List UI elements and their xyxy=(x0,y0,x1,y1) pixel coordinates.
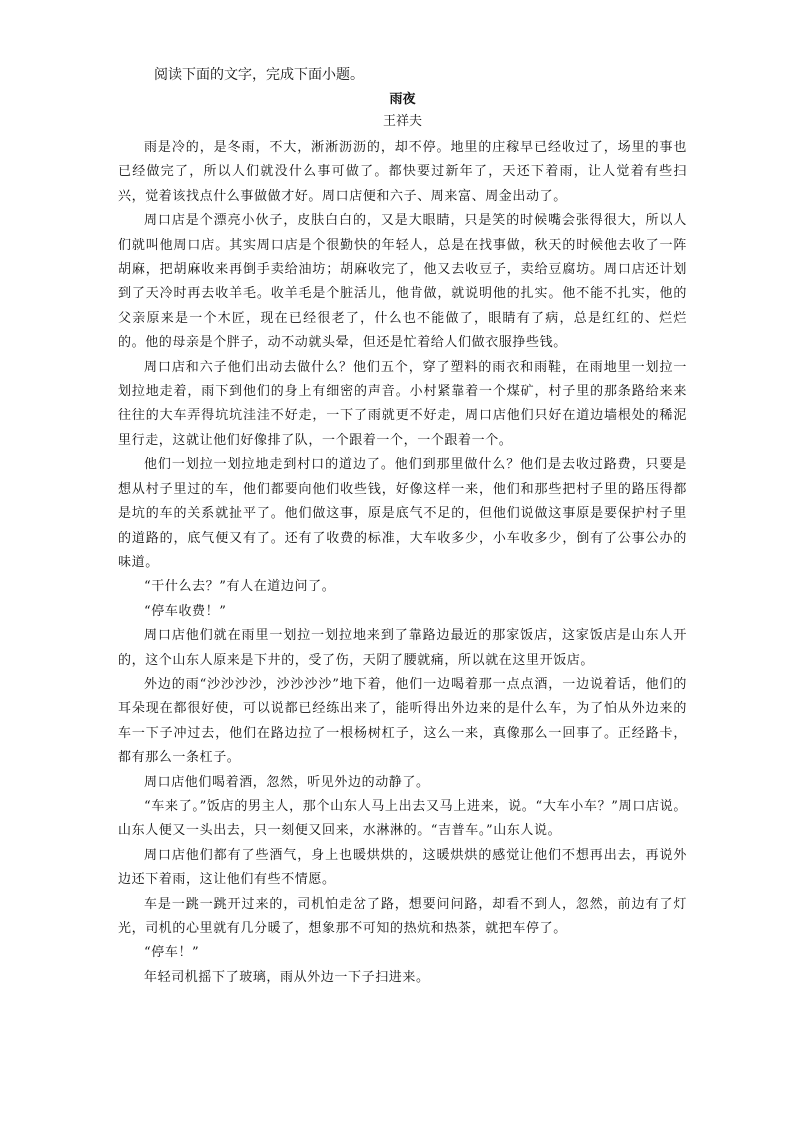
paragraph: “停车！” xyxy=(144,945,200,961)
paragraph: 周口店是个漂亮小伙子，皮肤白白的，又是大眼睛，只是笑的时候嘴会张得很大，所以人们就叫他周口店。其实周口店是个很勤快的年轻人，总是在找事做，秋天的时候他去收了一阵胡麻，把胡麻收来再倒手卖给油坊；胡麻收完了，他又去收豆子，卖给豆腐坊。周口店还计划到了天冷时再去收羊毛。收羊毛是个脏活儿，他肯做，就说明他的扎实。他不能不扎实，他的父亲原来是一个木匠，现在已经很老了，什么也不能做了，眼睛有了病，总是红红的、烂烂的。他的母亲是个胖子，动不动就头晕，但还是忙着给人们做衣服挣些钱。 xyxy=(118,213,687,351)
paragraph: 雨是冷的，是冬雨，不大，淅淅沥沥的，却不停。地里的庄稼早已经收过了，场里的事也已经做完了，所以人们就没什么事可做了。都快要过新年了，天还下着雨，让人觉着有些扫兴，觉着该找点什么事做做才好。周口店便和六子、周来富、周金出动了。 xyxy=(118,140,687,204)
paragraph: 周口店他们喝着酒，忽然，听见外边的动静了。 xyxy=(144,774,430,790)
paragraph: 年轻司机摇下了玻璃，雨从外边一下子扫进来。 xyxy=(144,969,430,985)
paragraph: 周口店他们就在雨里一划拉一划拉地来到了靠路边最近的那家饭店，这家饭店是山东人开的，这个山东人原来是下井的，受了伤，天阴了腰就痛，所以就在这里开饭店。 xyxy=(118,628,687,668)
paragraph: 他们一划拉一划拉地走到村口的道边了。他们到那里做什么？他们是去收过路费，只要是想从村子里过的车，他们都要向他们收些钱，好像这样一来，他们和那些把村子里的路压得都是坑的车的关系就扯平了。他们做这事，原是底气不足的，但他们说做这事原是要保护村子里的道路的，底气便又有了。还有了收费的标准，大车收多少，小车收多少，倒有了公事公办的味道。 xyxy=(118,457,687,570)
article-author: 王祥夫 xyxy=(382,114,422,129)
paragraph: 周口店和六子他们出动去做什么？他们五个，穿了塑料的雨衣和雨鞋，在雨地里一划拉一划拉地走着，雨下到他们的身上有细密的声音。小村紧靠着一个煤矿，村子里的那条路给来来往往的大车弄得坑坑洼洼不好走，一下了雨就更不好走，周口店他们只好在道边墙根处的稀泥里行走，这就让他们好像排了队，一个跟着一个，一个跟着一个。 xyxy=(118,359,687,448)
paragraph: “车来了。”饭店的男主人，那个山东人马上出去又马上进来，说。“大车小车？”周口店说。山东人便又一头出去，只一刻便又回来，水淋淋的。“吉普车。”山东人说。 xyxy=(118,798,687,839)
article-title: 雨夜 xyxy=(389,92,416,107)
paragraph: 外边的雨“沙沙沙沙，沙沙沙沙”地下着，他们一边喝着那一点点酒，一边说着话，他们的耳朵现在都很好使，可以说都已经练出来了，能听得出外边来的是什么车，为了怕从外边来的车一下子冲过去，他们在路边拉了一根杨树杠子，这么一来，真像那么一回事了。正经路卡，都有那么一条杠子。 xyxy=(118,676,687,766)
question-instruction: 阅读下面的文字，完成下面小题。 xyxy=(154,66,364,82)
article-body xyxy=(118,136,687,990)
paragraph: 周口店他们都有了些酒气，身上也暖烘烘的，这暖烘烘的感觉让他们不想再出去，再说外边还下着雨，这让他们有些不情愿。 xyxy=(118,847,687,888)
paragraph: “干什么去？”有人在道边问了。 xyxy=(144,579,336,595)
paragraph: 车是一跳一跳开过来的，司机怕走岔了路，想要问问路，却看不到人，忽然，前边有了灯光，司机的心里就有几分暖了，想象那不可知的热炕和热茶，就把车停了。 xyxy=(118,896,687,936)
paragraph: “停车收费！” xyxy=(144,603,227,619)
